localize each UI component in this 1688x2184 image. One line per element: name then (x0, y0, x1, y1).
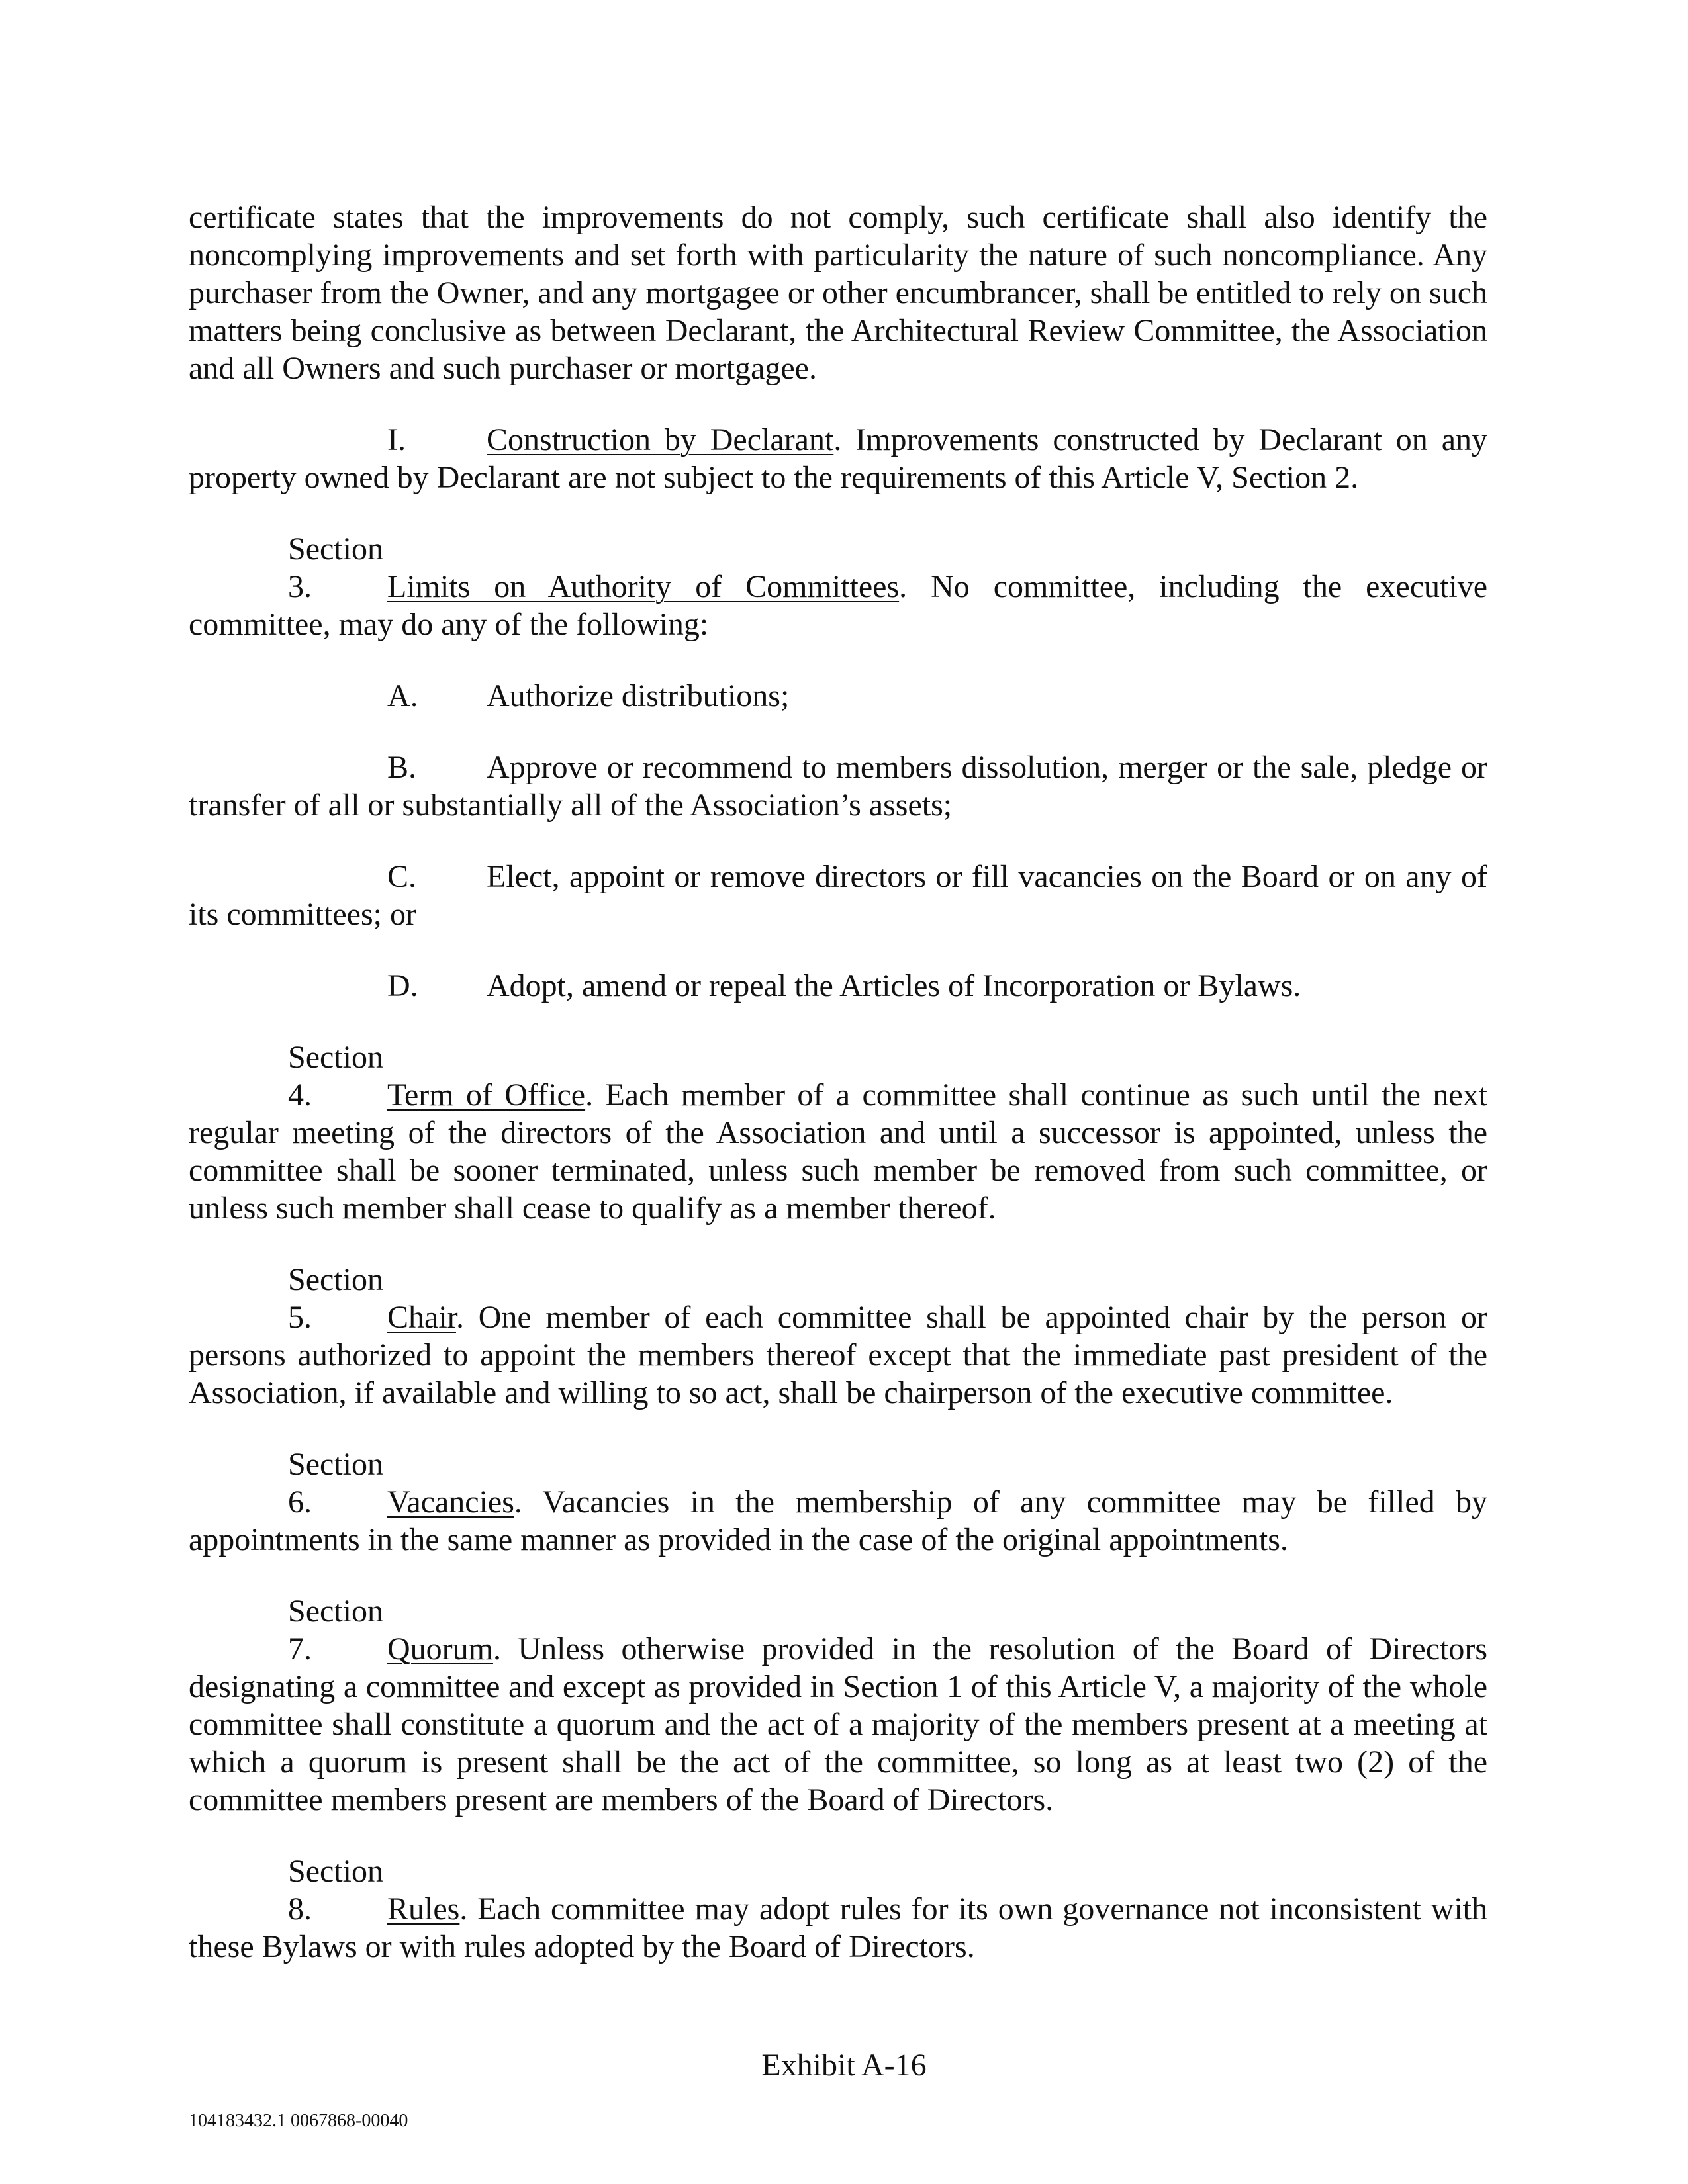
section-7-quorum (189, 1592, 1487, 1819)
paragraph-text: . Each committee may adopt rules for its own governance not inconsistent with these Bylaws or with rules adopted by the Board of Directors. (189, 1891, 1487, 1964)
list-item-d (189, 967, 1487, 1005)
item-heading: Construction by Declarant (487, 422, 834, 457)
paragraph-text: . Improvements constructed by Declarant on any property owned by Declarant are not subject to the requirements of this Article V, Section 2. (189, 422, 1488, 495)
item-label: D. (387, 968, 418, 1003)
section-label: Section 5. (288, 1262, 383, 1335)
paragraph-construction-by-declarant (189, 421, 1487, 496)
section-label: Section 6. (288, 1447, 383, 1520)
section-heading: Rules (387, 1891, 460, 1927)
paragraph-text: certificate states that the improvements do not comply, such certificate shall also identify the noncomplying improvements and set forth with particularity the nature of such noncompliance. Any purchaser from the Owner, and any mortgagee or other encumbrancer, shall be entitled to rely on such matters being conclusive as between Declarant, the Architectural Review Committee, the Association and all Owners and such purchaser or mortgagee. (189, 200, 1487, 386)
section-heading: Chair (387, 1300, 456, 1335)
paragraph-certificate (189, 199, 1487, 387)
section-heading: Vacancies (387, 1484, 514, 1520)
item-label: I. (387, 422, 406, 457)
list-item-c (189, 858, 1487, 933)
section-label: Section 4. (288, 1040, 383, 1113)
page-footer-label: Exhibit A-16 (761, 2048, 927, 2083)
section-label: Section 3. (288, 531, 383, 604)
section-label: Section 7. (288, 1594, 383, 1666)
paragraph-text: Approve or recommend to members dissolution, merger or the sale, pledge or transfer of all or substantially all of the Association’s assets; (189, 750, 1487, 823)
paragraph-text: . Unless otherwise provided in the resolution of the Board of Directors designating a committee and except as provided in Section 1 of this Article V, a majority of the whole committee shall constitute a quorum and the act of a majority of the members present at a meeting at which a quorum is present shall be the act of the committee, so long as at least two (2) of the committee members present are members of the Board of Directors. (189, 1631, 1487, 1817)
section-label: Section 8. (288, 1854, 383, 1927)
section-4-term-of-office (189, 1038, 1487, 1227)
item-label: B. (387, 750, 417, 785)
item-label: C. (387, 859, 417, 894)
list-item-a (189, 677, 1487, 715)
paragraph-text: . Vacancies in the membership of any committee may be filled by appointments in the same manner as provided in the case of the original appointments. (189, 1484, 1487, 1557)
paragraph-text: . One member of each committee shall be appointed chair by the person or persons authorized to appoint the members thereof except that the immediate past president of the Association, if available and willing to so act, shall be chairperson of the executive committee. (189, 1300, 1487, 1410)
section-5-chair (189, 1261, 1487, 1412)
paragraph-text: Adopt, amend or repeal the Articles of Incorporation or Bylaws. (487, 968, 1301, 1003)
section-heading: Term of Office (387, 1077, 586, 1113)
section-heading: Quorum (387, 1631, 493, 1666)
paragraph-text: Authorize distributions; (487, 678, 790, 713)
paragraph-text: Elect, appoint or remove directors or fill vacancies on the Board or on any of its committees; or (189, 859, 1487, 932)
paragraph-text: . No committee, including the executive committee, may do any of the following: (189, 569, 1487, 642)
section-3-limits-on-authority (189, 530, 1487, 643)
section-8-rules (189, 1852, 1487, 1966)
item-label: A. (387, 678, 418, 713)
list-item-b (189, 749, 1487, 824)
document-id: 104183432.1 0067868-00040 (189, 2111, 408, 2131)
section-heading: Limits on Authority of Committees (387, 569, 900, 604)
document-body (189, 199, 1487, 1966)
section-6-vacancies (189, 1445, 1487, 1559)
paragraph-text: . Each member of a committee shall continue as such until the next regular meeting of the directors of the Association and until a successor is appointed, unless the committee shall be sooner terminated, unless such member be removed from such committee, or unless such member shall cease to qualify as a member thereof. (189, 1077, 1487, 1226)
